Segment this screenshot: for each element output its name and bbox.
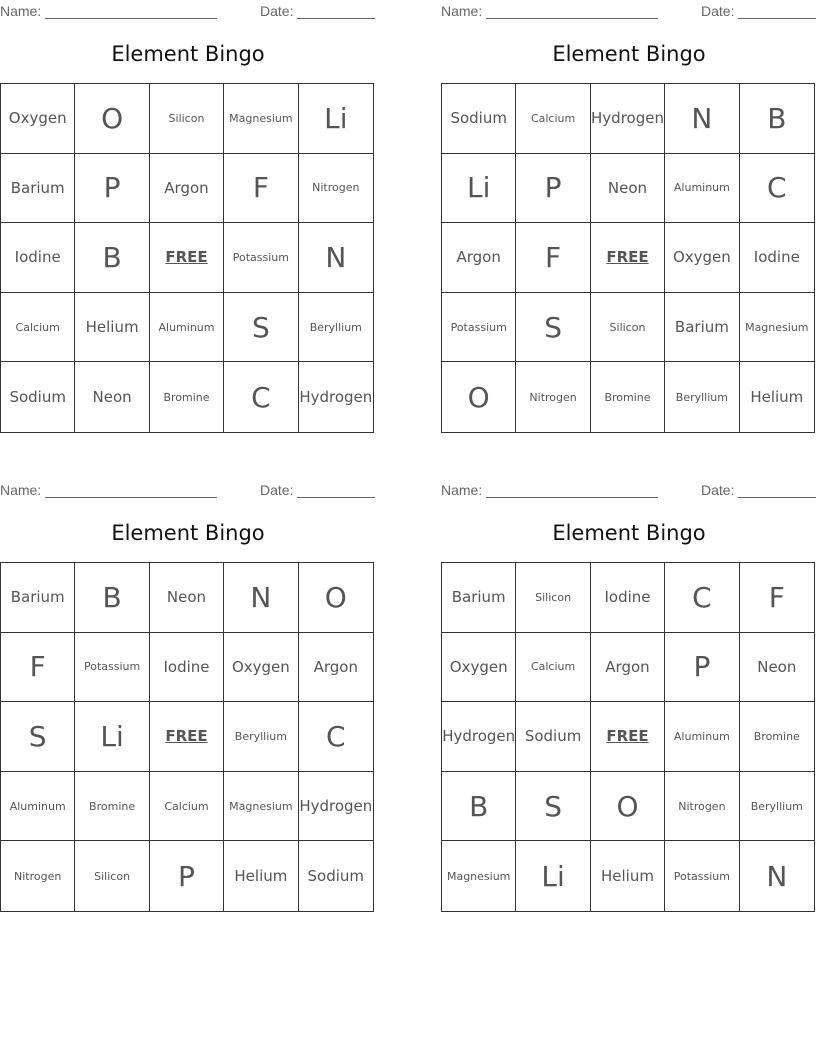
bingo-cell: C xyxy=(665,563,739,633)
bingo-cell: Li xyxy=(516,841,590,911)
date-field xyxy=(260,482,375,498)
name-date-bar xyxy=(0,482,376,500)
bingo-cell: Neon xyxy=(591,154,665,224)
bingo-cell: F xyxy=(1,633,75,703)
bingo-cell: C xyxy=(299,702,373,772)
bingo-cell: F xyxy=(740,563,814,633)
bingo-cell: Potassium xyxy=(665,841,739,911)
bingo-cell: C xyxy=(740,154,814,224)
date-line xyxy=(738,5,816,19)
bingo-cell: O xyxy=(299,563,373,633)
card-title: Element Bingo xyxy=(552,521,706,545)
bingo-cell: Potassium xyxy=(442,293,516,363)
bingo-cell: S xyxy=(224,293,298,363)
bingo-cell: Argon xyxy=(442,223,516,293)
bingo-cell: Calcium xyxy=(150,772,224,842)
bingo-cell: Bromine xyxy=(150,362,224,432)
card-title: Element Bingo xyxy=(111,42,265,66)
name-field xyxy=(441,482,658,498)
bingo-cell: Helium xyxy=(224,841,298,911)
bingo-cell: Sodium xyxy=(307,867,365,886)
bingo-cell: Hydrogen xyxy=(442,702,516,772)
bingo-cell: Silicon xyxy=(75,841,149,911)
bingo-cell: Neon xyxy=(740,633,814,703)
bingo-cell: P xyxy=(665,633,739,703)
date-label: Date: xyxy=(701,482,735,498)
bingo-cell: Iodine xyxy=(591,563,665,633)
bingo-cell: Oxygen xyxy=(1,84,75,154)
bingo-cell: Aluminum xyxy=(1,772,75,842)
bingo-cell: Iodine xyxy=(1,223,75,293)
bingo-cell: Sodium xyxy=(516,702,590,772)
bingo-cell: Silicon xyxy=(516,563,590,633)
date-label: Date: xyxy=(701,3,735,19)
bingo-cell: B xyxy=(442,772,516,842)
bingo-cell: Calcium xyxy=(1,293,75,363)
name-line xyxy=(45,5,217,19)
bingo-cell: Barium xyxy=(665,293,739,363)
bingo-cell: Sodium xyxy=(442,84,516,154)
name-line xyxy=(486,484,658,498)
card-title: Element Bingo xyxy=(111,521,265,545)
bingo-cell: Li xyxy=(442,154,516,224)
bingo-cell: Magnesium xyxy=(224,84,298,154)
bingo-cell: Bromine xyxy=(740,702,814,772)
bingo-cell: O xyxy=(591,772,665,842)
bingo-cell: S xyxy=(1,702,75,772)
bingo-cell: Helium xyxy=(750,388,804,407)
date-field xyxy=(260,3,375,19)
name-field xyxy=(0,482,217,498)
card-title: Element Bingo xyxy=(552,42,706,66)
bingo-cell: S xyxy=(516,293,590,363)
name-field xyxy=(0,3,217,19)
bingo-cell: Argon xyxy=(299,633,373,703)
name-label: Name: xyxy=(441,3,483,19)
date-field xyxy=(701,482,816,498)
bingo-cell: N xyxy=(766,859,788,893)
date-line xyxy=(297,5,375,19)
bingo-cell: Argon xyxy=(150,154,224,224)
bingo-cell: Oxygen xyxy=(224,633,298,703)
name-date-bar xyxy=(441,482,816,500)
bingo-cell: Iodine xyxy=(150,633,224,703)
bingo-cell: N xyxy=(665,84,739,154)
bingo-cell: Calcium xyxy=(516,84,590,154)
bingo-cell: Beryllium xyxy=(224,702,298,772)
bingo-cell: Oxygen xyxy=(665,223,739,293)
bingo-card xyxy=(441,479,816,919)
bingo-cell: Hydrogen xyxy=(299,772,373,842)
bingo-cell: Helium xyxy=(591,841,665,911)
bingo-cell: Nitrogen xyxy=(516,362,590,432)
bingo-cell: Hydrogen xyxy=(591,84,665,154)
bingo-cell: Magnesium xyxy=(224,772,298,842)
bingo-cell: Beryllium xyxy=(665,362,739,432)
free-space: FREE xyxy=(150,223,224,293)
bingo-card xyxy=(0,479,376,919)
bingo-cell: Argon xyxy=(591,633,665,703)
bingo-cell: Nitrogen xyxy=(665,772,739,842)
bingo-cell: B xyxy=(75,563,149,633)
bingo-cell: Nitrogen xyxy=(299,154,373,224)
bingo-cell: Oxygen xyxy=(442,633,516,703)
bingo-card xyxy=(0,0,376,440)
bingo-cell: Aluminum xyxy=(665,154,739,224)
bingo-cell: Aluminum xyxy=(150,293,224,363)
name-label: Name: xyxy=(0,3,42,19)
name-line xyxy=(45,484,217,498)
name-line xyxy=(486,5,658,19)
name-field xyxy=(441,3,658,19)
bingo-cell: Beryllium xyxy=(299,293,373,363)
bingo-cell: Magnesium xyxy=(442,841,516,911)
bingo-cell: O xyxy=(75,84,149,154)
bingo-cell: B xyxy=(75,223,149,293)
bingo-cell: Silicon xyxy=(591,293,665,363)
bingo-cell: O xyxy=(442,362,516,432)
bingo-cell: Neon xyxy=(150,563,224,633)
bingo-cell: Barium xyxy=(442,563,516,633)
bingo-cell: S xyxy=(516,772,590,842)
bingo-grid xyxy=(441,562,815,912)
free-space: FREE xyxy=(150,702,224,772)
bingo-cell: Li xyxy=(75,702,149,772)
date-label: Date: xyxy=(260,482,294,498)
bingo-cell: Hydrogen xyxy=(299,388,373,407)
bingo-cell: F xyxy=(516,223,590,293)
bingo-cell: C xyxy=(224,362,298,432)
name-label: Name: xyxy=(0,482,42,498)
bingo-cell: Iodine xyxy=(740,223,814,293)
name-label: Name: xyxy=(441,482,483,498)
bingo-cell: B xyxy=(740,84,814,154)
bingo-cell: Silicon xyxy=(150,84,224,154)
bingo-cell: Barium xyxy=(1,154,75,224)
bingo-cell: N xyxy=(224,563,298,633)
bingo-cell: Potassium xyxy=(75,633,149,703)
name-date-bar xyxy=(441,3,816,21)
bingo-cell: Li xyxy=(299,84,373,154)
bingo-grid xyxy=(0,83,374,433)
bingo-cell: Magnesium xyxy=(740,293,814,363)
bingo-cell: Calcium xyxy=(516,633,590,703)
bingo-cell: Bromine xyxy=(75,772,149,842)
bingo-cell: Helium xyxy=(75,293,149,363)
date-field xyxy=(701,3,816,19)
bingo-cell: Sodium xyxy=(1,362,75,432)
bingo-cell: F xyxy=(224,154,298,224)
bingo-cell: Nitrogen xyxy=(1,841,75,911)
bingo-cell: P xyxy=(75,154,149,224)
bingo-grid xyxy=(0,562,374,912)
bingo-cell: P xyxy=(150,841,224,911)
bingo-card xyxy=(441,0,816,440)
bingo-grid xyxy=(441,83,815,433)
free-space: FREE xyxy=(591,223,665,293)
bingo-cell: Aluminum xyxy=(665,702,739,772)
name-date-bar xyxy=(0,3,376,21)
bingo-cell: Neon xyxy=(75,362,149,432)
bingo-cell: Potassium xyxy=(224,223,298,293)
bingo-cell: Beryllium xyxy=(740,772,814,842)
bingo-cell: N xyxy=(299,223,373,293)
bingo-cell: P xyxy=(516,154,590,224)
date-line xyxy=(297,484,375,498)
bingo-cell: Barium xyxy=(1,563,75,633)
free-space: FREE xyxy=(591,702,665,772)
bingo-cell: Bromine xyxy=(591,362,665,432)
date-label: Date: xyxy=(260,3,294,19)
date-line xyxy=(738,484,816,498)
